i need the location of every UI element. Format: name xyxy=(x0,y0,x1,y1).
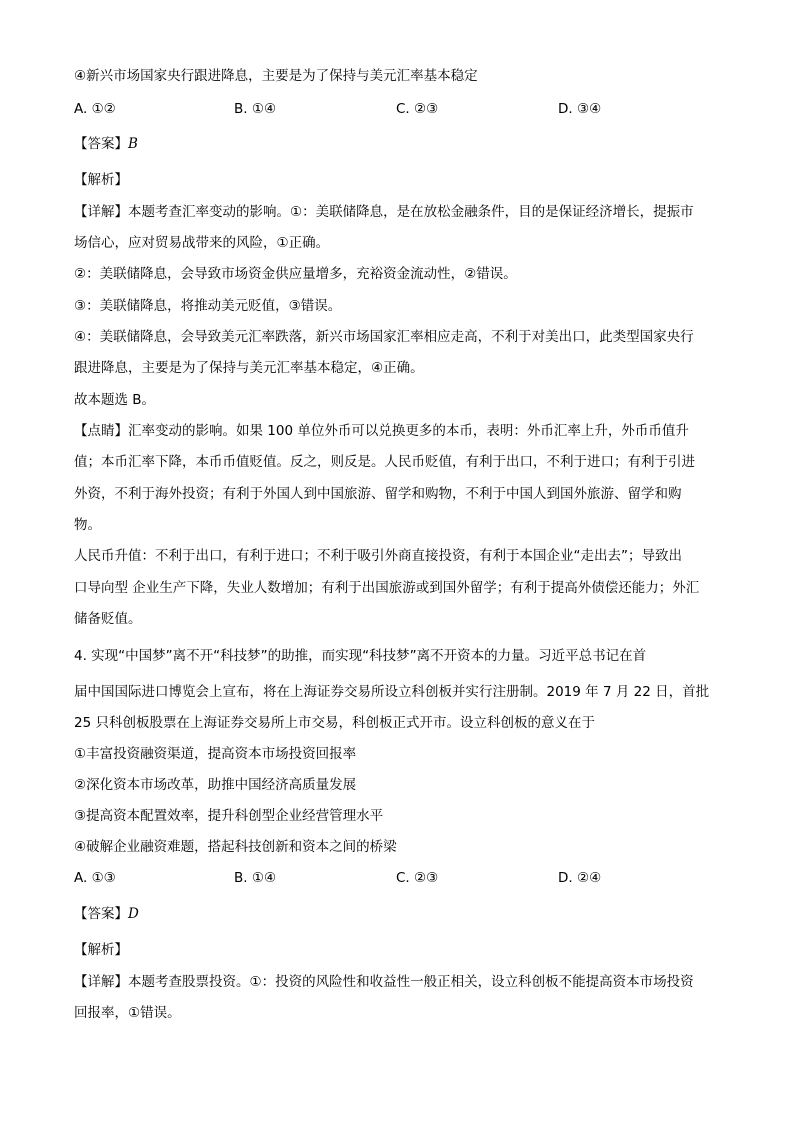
q3-comment-line: 值；本币汇率下降，本币币值贬值。反之，则反是。人民币贬值，有利于出口，不利于进口；有利于引进 xyxy=(74,454,695,470)
q3-comment-line: 储备贬值。 xyxy=(74,611,142,627)
q3-answer xyxy=(74,134,738,154)
q4-item-3: ③提高资本配置效率，提升科创型企业经营管理水平 xyxy=(74,808,384,824)
q4-item-2: ②深化资本市场改革，助推中国经济高质量发展 xyxy=(74,777,357,793)
q3-option-4: ④新兴市场国家央行跟进降息，主要是为了保持与美元汇率基本稳定 xyxy=(74,68,478,84)
q3-detail-line: ④：美联储降息，会导致美元汇率跌落，新兴市场国家汇率相应走高，不利于对美出口，此类型国家央行 xyxy=(74,329,694,345)
q3-choice-c: C. ②③ xyxy=(396,101,439,117)
answer-label: 【答案】 xyxy=(74,136,128,152)
q4-choice-a: A. ①③ xyxy=(74,870,116,886)
q3-detail-line: 故本题选 B。 xyxy=(74,392,156,408)
q4-item-4: ④破解企业融资难题，搭起科技创新和资本之间的桥梁 xyxy=(74,839,397,855)
q4-stem-line: 届中国国际进口博览会上宣布，将在上海证券交易所设立科创板并实行注册制。2019 年 7 月 22 日，首批 xyxy=(74,684,710,700)
q4-choice-b: B. ①④ xyxy=(234,870,277,886)
q4-item-1: ①丰富投资融资渠道，提高资本市场投资回报率 xyxy=(74,746,357,762)
q3-comment-line: 【点睛】汇率变动的影响。如果 100 单位外币可以兑换更多的本币，表明：外币汇率上升，外币币值升 xyxy=(74,423,689,439)
answer-label: 【答案】 xyxy=(74,906,128,922)
q4-choice-d: D. ②④ xyxy=(558,870,602,886)
q3-choice-a: A. ①② xyxy=(74,101,116,117)
q3-detail-line: 【详解】本题考查汇率变动的影响。①：美联储降息，是在放松金融条件，目的是保证经济增长，提振市 xyxy=(74,204,694,220)
q3-detail-line: ②：美联储降息，会导致市场资金供应量增多，充裕资金流动性，②错误。 xyxy=(74,266,517,282)
answer-value: D xyxy=(128,906,139,922)
q3-comment-line: 口导向型 企业生产下降，失业人数增加；有利于出国旅游或到国外留学；有利于提高外债偿还能力；外汇 xyxy=(74,580,700,596)
q4-stem-line: 25 只科创板股票在上海证券交易所上市交易，科创板正式开市。设立科创板的意义在于 xyxy=(74,715,595,731)
q4-detail-line: 回报率，①错误。 xyxy=(74,1005,181,1021)
q3-comment-line: 外资，不利于海外投资；有利于外国人到中国旅游、留学和购物，不利于中国人到国外旅游、留学和购 xyxy=(74,486,682,502)
q3-detail-line: 跟进降息，主要是为了保持与美元汇率基本稳定，④正确。 xyxy=(74,360,424,376)
q4-analysis-label: 【解析】 xyxy=(74,942,128,958)
q3-choice-b: B. ①④ xyxy=(234,101,277,117)
q3-comment-line: 人民币升值：不利于出口，有利于进口；不利于吸引外商直接投资，有利于本国企业“走出去”；导致出 xyxy=(74,548,682,564)
q3-comment-line: 物。 xyxy=(74,517,101,533)
q4-stem-line: 4. 实现“中国梦”离不开“科技梦”的助推，而实现“科技梦”离不开资本的力量。习近平总书记在首 xyxy=(74,648,647,664)
q3-choice-d: D. ③④ xyxy=(558,101,602,117)
q3-analysis-label: 【解析】 xyxy=(74,172,128,188)
answer-value: B xyxy=(128,136,138,152)
q4-answer xyxy=(74,904,738,924)
q4-choice-c: C. ②③ xyxy=(396,870,439,886)
q3-detail-line: ③：美联储降息，将推动美元贬值，③错误。 xyxy=(74,298,342,314)
q4-detail-line: 【详解】本题考查股票投资。①：投资的风险性和收益性一般正相关，设立科创板不能提高资本市场投资 xyxy=(74,974,694,990)
q3-detail-line: 场信心，应对贸易战带来的风险，①正确。 xyxy=(74,235,330,251)
